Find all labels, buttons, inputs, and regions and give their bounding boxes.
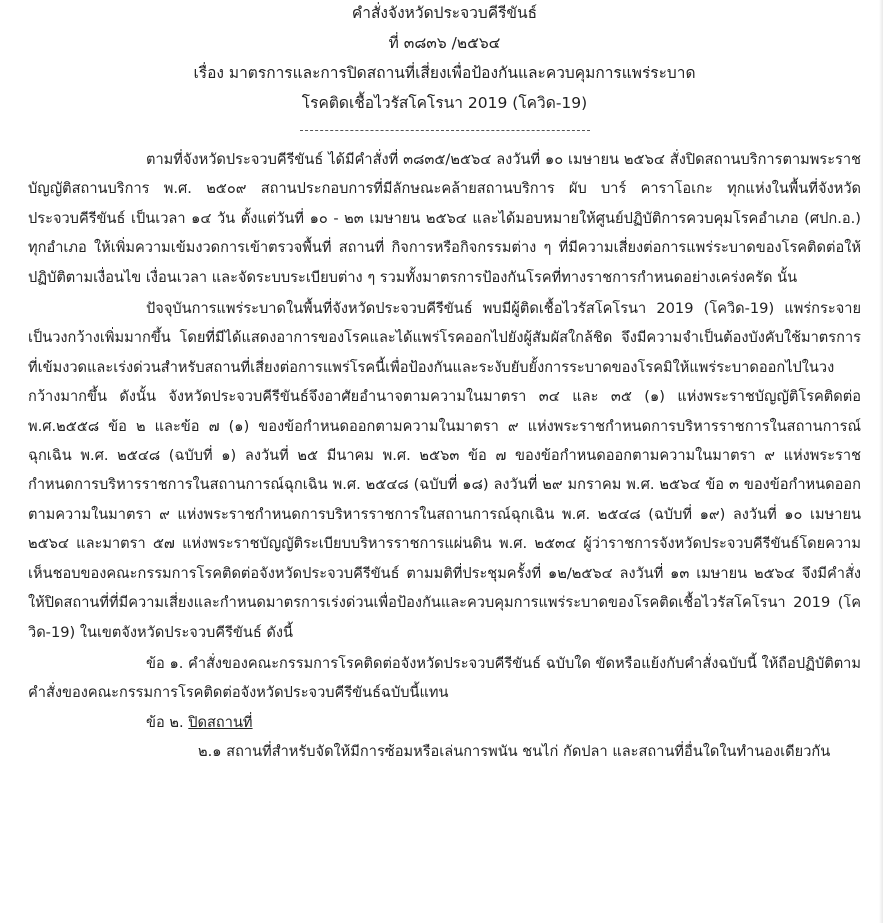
document-body [28, 145, 861, 767]
subject-line-1: เรื่อง มาตรการและการปิดสถานที่เสี่ยงเพื่อป้องกันและควบคุมการแพร่ระบาด [193, 64, 696, 82]
order-title: คำสั่งจังหวัดประจวบคีรีขันธ์ [351, 4, 538, 22]
subject-line-2: โรคติดเชื้อไวรัสโคโรนา 2019 (โควิด-19) [301, 94, 588, 112]
separator-rule [300, 130, 590, 131]
paragraph-1: ตามที่จังหวัดประจวบคีรีขันธ์ ได้มีคำสั่งที่ ๓๘๓๕/๒๕๖๔ ลงวันที่ ๑๐ เมษายน ๒๕๖๔ สั่งปิดสถานบริการตามพระราชบัญญัติสถานบริการ พ.ศ. ๒๕๐๙ สถานประกอบการที่มีลักษณะคล้ายสถานบริการ ผับ บาร์ คาราโอเกะ ทุกแห่งในพื้นที่จังหวัดประจวบคีรีขันธ์ เป็นเวลา ๑๔ วัน ตั้งแต่วันที่ ๑๐ - ๒๓ เมษายน ๒๕๖๔ และได้มอบหมายให้ศูนย์ปฏิบัติการควบคุมโรคอำเภอ (ศปก.อ.) ทุกอำเภอ ให้เพิ่มความเข้มงวดการเข้าตรวจพื้นที่ สถานที่ กิจการหรือกิจกรรมต่าง ๆ ที่มีความเสี่ยงต่อการแพร่ระบาดของโรคติดต่อให้ปฏิบัติตามเงื่อนไข เงื่อนเวลา และจัดระบบระเบียบต่าง ๆ รวมทั้งมาตรการป้องกันโรคที่ทางราชการกำหนดอย่างเคร่งครัด นั้น [28, 151, 861, 286]
clause-1: ข้อ ๑. คำสั่งของคณะกรรมการโรคติดต่อจังหวัดประจวบคีรีขันธ์ ฉบับใด ขัดหรือแย้งกับคำสั่งฉบับนี้ ให้ถือปฏิบัติตามคำสั่งของคณะกรรมการโรคติดต่อจังหวัดประจวบคีรีขันธ์ฉบับนี้แทน [28, 654, 861, 702]
page-edge-shadow [879, 0, 883, 923]
clause-2-heading: ปิดสถานที่ [188, 713, 253, 731]
clause-2-prefix: ข้อ ๒. [146, 713, 189, 731]
order-number: ที่ ๓๘๓๖ /๒๕๖๔ [388, 34, 501, 52]
paragraph-2: ปัจจุบันการแพร่ระบาดในพื้นที่จังหวัดประจวบคีรีขันธ์ พบมีผู้ติดเชื้อไวรัสโคโรนา 2019 (โควิด-19) แพร่กระจายเป็นวงกว้างเพิ่มมากขึ้น โดยที่มีได้แสดงอาการของโรคและได้แพร่โรคออกไปยังผู้สัมผัสใกล้ชิด จึงมีความจำเป็นต้องบังคับใช้มาตรการที่เข้มงวดและเร่งด่วนสำหรับสถานที่เสี่ยงต่อการแพร่โรคนี้เพื่อป้องกันและระงับยับยั้งการระบาดของโรคมิให้แพร่ระบาดออกไปในวงกว้างมากขึ้น ดังนั้น จังหวัดประจวบคีรีขันธ์จึงอาศัยอำนาจตามความในมาตรา ๓๔ และ ๓๕ (๑) แห่งพระราชบัญญัติโรคติดต่อ พ.ศ.๒๕๕๘ ข้อ ๒ และข้อ ๗ (๑) ของข้อกำหนดออกตามความในมาตรา ๙ แห่งพระราชกำหนดการบริหารราชการในสถานการณ์ฉุกเฉิน พ.ศ. ๒๕๔๘ (ฉบับที่ ๑) ลงวันที่ ๒๕ มีนาคม พ.ศ. ๒๕๖๓ ข้อ ๗ ของข้อกำหนดออกตามความในมาตรา ๙ แห่งพระราชกำหนดการบริหารราชการในสถานการณ์ฉุกเฉิน พ.ศ. ๒๕๔๘ (ฉบับที่ ๑๘) ลงวันที่ ๒๙ มกราคม พ.ศ. ๒๕๖๔ ข้อ ๓ ของข้อกำหนดออกตามความในมาตรา ๙ แห่งพระราชกำหนดการบริหารราชการในสถานการณ์ฉุกเฉิน พ.ศ. ๒๕๔๘ (ฉบับที่ ๑๙) ลงวันที่ ๑๐ เมษายน ๒๕๖๔ และมาตรา ๕๗ แห่งพระราชบัญญัติระเบียบบริหารราชการแผ่นดิน พ.ศ. ๒๕๓๔ ผู้ว่าราชการจังหวัดประจวบคีรีขันธ์โดยความเห็นชอบของคณะกรรมการโรคติดต่อจังหวัดประจวบคีรีขันธ์ ตามมติที่ประชุมครั้งที่ ๑๒/๒๕๖๔ ลงวันที่ ๑๓ เมษายน ๒๕๖๔ จึงมีคำสั่งให้ปิดสถานที่ที่มีความเสี่ยงและกำหนดมาตรการเร่งด่วนเพื่อป้องกันและควบคุมการแพร่ระบาดของโรคติดเชื้อไวรัสโคโรนา 2019 (โควิด-19) ในเขตจังหวัดประจวบคีรีขันธ์ ดังนี้ [28, 300, 861, 641]
clause-2 [28, 708, 861, 737]
document-header [28, 0, 861, 118]
clause-2-1: ๒.๑ สถานที่สำหรับจัดให้มีการซ้อมหรือเล่นการพนัน ชนไก่ กัดปลา และสถานที่อื่นใดในทำนองเดียวกัน [198, 743, 831, 761]
